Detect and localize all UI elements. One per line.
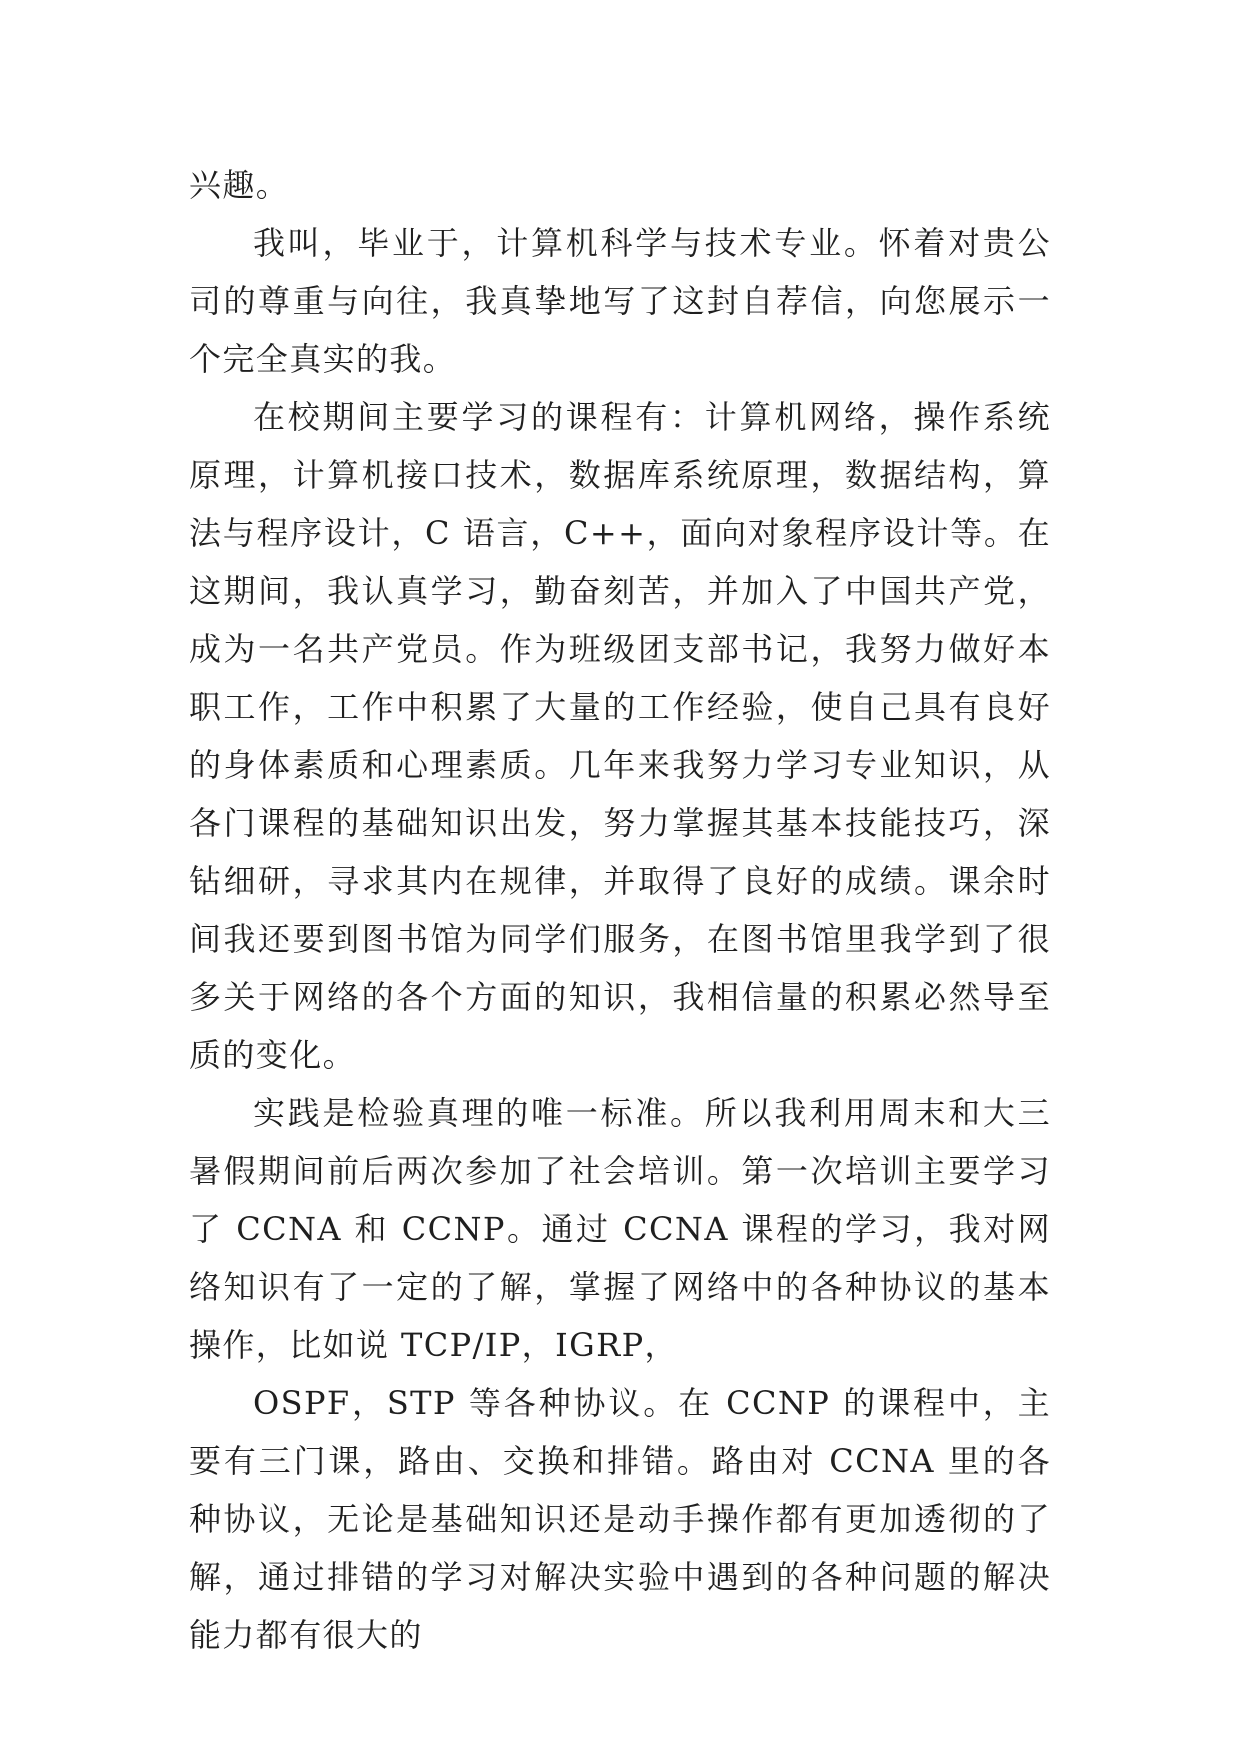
document-body [189, 156, 1051, 1664]
paragraph-1: 兴趣。 [189, 166, 290, 204]
paragraph-5: OSPF，STP 等各种协议。在 CCNP 的课程中，主要有三门课，路由、交换和排错。路由对 CCNA 里的各种协议，无论是基础知识还是动手操作都有更加透彻的了解，通过排错的学习对解决实验中遇到的各种问题的解决能力都有很大的 [189, 1384, 1051, 1654]
paragraph-4: 实践是检验真理的唯一标准。所以我利用周末和大三暑假期间前后两次参加了社会培训。第一次培训主要学习了 CCNA 和 CCNP。通过 CCNA 课程的学习，我对网络知识有了一定的了解，掌握了网络中的各种协议的基本操作，比如说 TCP/IP，IGRP， [189, 1094, 1051, 1364]
paragraph-3: 在校期间主要学习的课程有：计算机网络，操作系统原理，计算机接口技术，数据库系统原理，数据结构，算法与程序设计，C 语言，C++，面向对象程序设计等。在这期间，我认真学习，勤奋刻苦，并加入了中国共产党，成为一名共产党员。作为班级团支部书记，我努力做好本职工作，工作中积累了大量的工作经验，使自己具有良好的身体素质和心理素质。几年来我努力学习专业知识，从各门课程的基础知识出发，努力掌握其基本技能技巧，深钻细研，寻求其内在规律，并取得了良好的成绩。课余时间我还要到图书馆为同学们服务，在图书馆里我学到了很多关于网络的各个方面的知识，我相信量的积累必然导至质的变化。 [189, 398, 1051, 1074]
paragraph-2: 我叫，毕业于，计算机科学与技术专业。怀着对贵公司的尊重与向往，我真挚地写了这封自荐信，向您展示一个完全真实的我。 [189, 224, 1051, 378]
